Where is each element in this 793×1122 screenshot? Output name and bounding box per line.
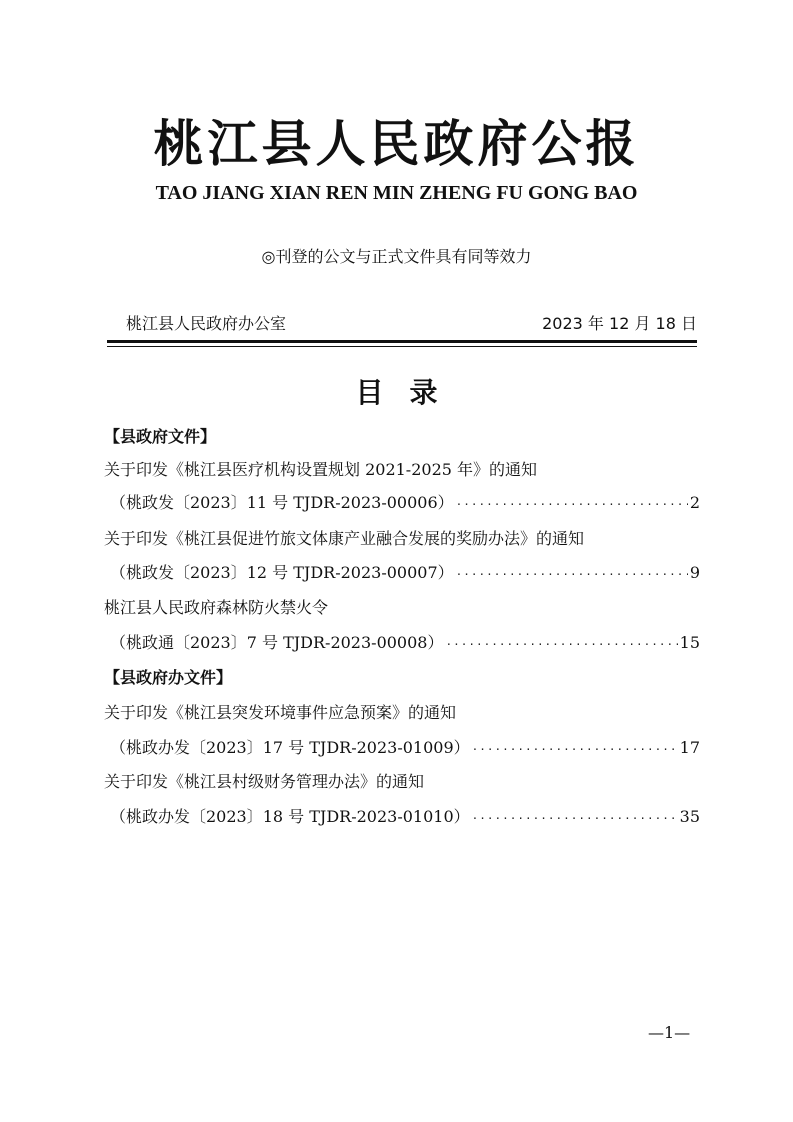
toc-entry-title[interactable]: 桃江县人民政府森林防火禁火令 bbox=[104, 598, 329, 617]
toc-entry-title[interactable]: 关于印发《桃江县促进竹旅文体康产业融合发展的奖励办法》的通知 bbox=[104, 529, 585, 548]
validity-notice: ◎刊登的公文与正式文件具有同等效力 bbox=[261, 247, 532, 266]
issuer: 桃江县人民政府办公室 bbox=[126, 314, 287, 333]
toc-heading: 目录 bbox=[355, 376, 464, 409]
toc-entry-reference: （桃政办发〔2023〕18 号 TJDR-2023-01010） bbox=[110, 807, 470, 826]
header-divider-thin bbox=[107, 346, 697, 347]
header-divider-thick bbox=[107, 340, 697, 343]
page-number: —1— bbox=[648, 1023, 691, 1042]
toc-leader-dots bbox=[456, 494, 688, 516]
toc-entry-reference: （桃政通〔2023〕7 号 TJDR-2023-00008） bbox=[110, 633, 444, 652]
toc-entry-reference: （桃政办发〔2023〕17 号 TJDR-2023-01009） bbox=[110, 738, 470, 757]
toc-entry-reference-row[interactable] bbox=[110, 562, 700, 586]
toc-entry-page: 9 bbox=[689, 563, 700, 582]
toc-entry-reference-row[interactable] bbox=[110, 806, 700, 830]
gazette-title: 桃江县人民政府公报 bbox=[153, 114, 640, 173]
toc-section-county-government: 【县政府文件】 bbox=[104, 427, 217, 446]
toc-entry-title[interactable]: 关于印发《桃江县医疗机构设置规划 2021-2025 年》的通知 bbox=[104, 460, 538, 479]
toc-entry-reference: （桃政发〔2023〕11 号 TJDR-2023-00006） bbox=[110, 493, 454, 512]
toc-entry-reference-row[interactable] bbox=[110, 737, 700, 761]
toc-entry-title[interactable]: 关于印发《桃江县村级财务管理办法》的通知 bbox=[104, 772, 425, 791]
gazette-subtitle-pinyin: TAO JIANG XIAN REN MIN ZHENG FU GONG BAO bbox=[155, 182, 638, 204]
toc-leader-dots bbox=[472, 808, 678, 830]
toc-entry-page: 35 bbox=[679, 807, 700, 826]
toc-entry-title[interactable]: 关于印发《桃江县突发环境事件应急预案》的通知 bbox=[104, 703, 457, 722]
toc-entry-page: 17 bbox=[679, 738, 700, 757]
toc-entry-page: 2 bbox=[689, 493, 700, 512]
toc-entry-reference-row[interactable] bbox=[110, 632, 700, 656]
toc-entry-reference: （桃政发〔2023〕12 号 TJDR-2023-00007） bbox=[110, 563, 454, 582]
issue-date: 2023 年 12 月 18 日 bbox=[542, 314, 697, 333]
toc-section-county-government-office: 【县政府办文件】 bbox=[104, 668, 233, 687]
toc-entry-reference-row[interactable] bbox=[110, 492, 700, 516]
toc-leader-dots bbox=[445, 634, 677, 656]
toc-entry-page: 15 bbox=[679, 633, 700, 652]
toc-leader-dots bbox=[472, 739, 678, 761]
toc-leader-dots bbox=[456, 564, 688, 586]
